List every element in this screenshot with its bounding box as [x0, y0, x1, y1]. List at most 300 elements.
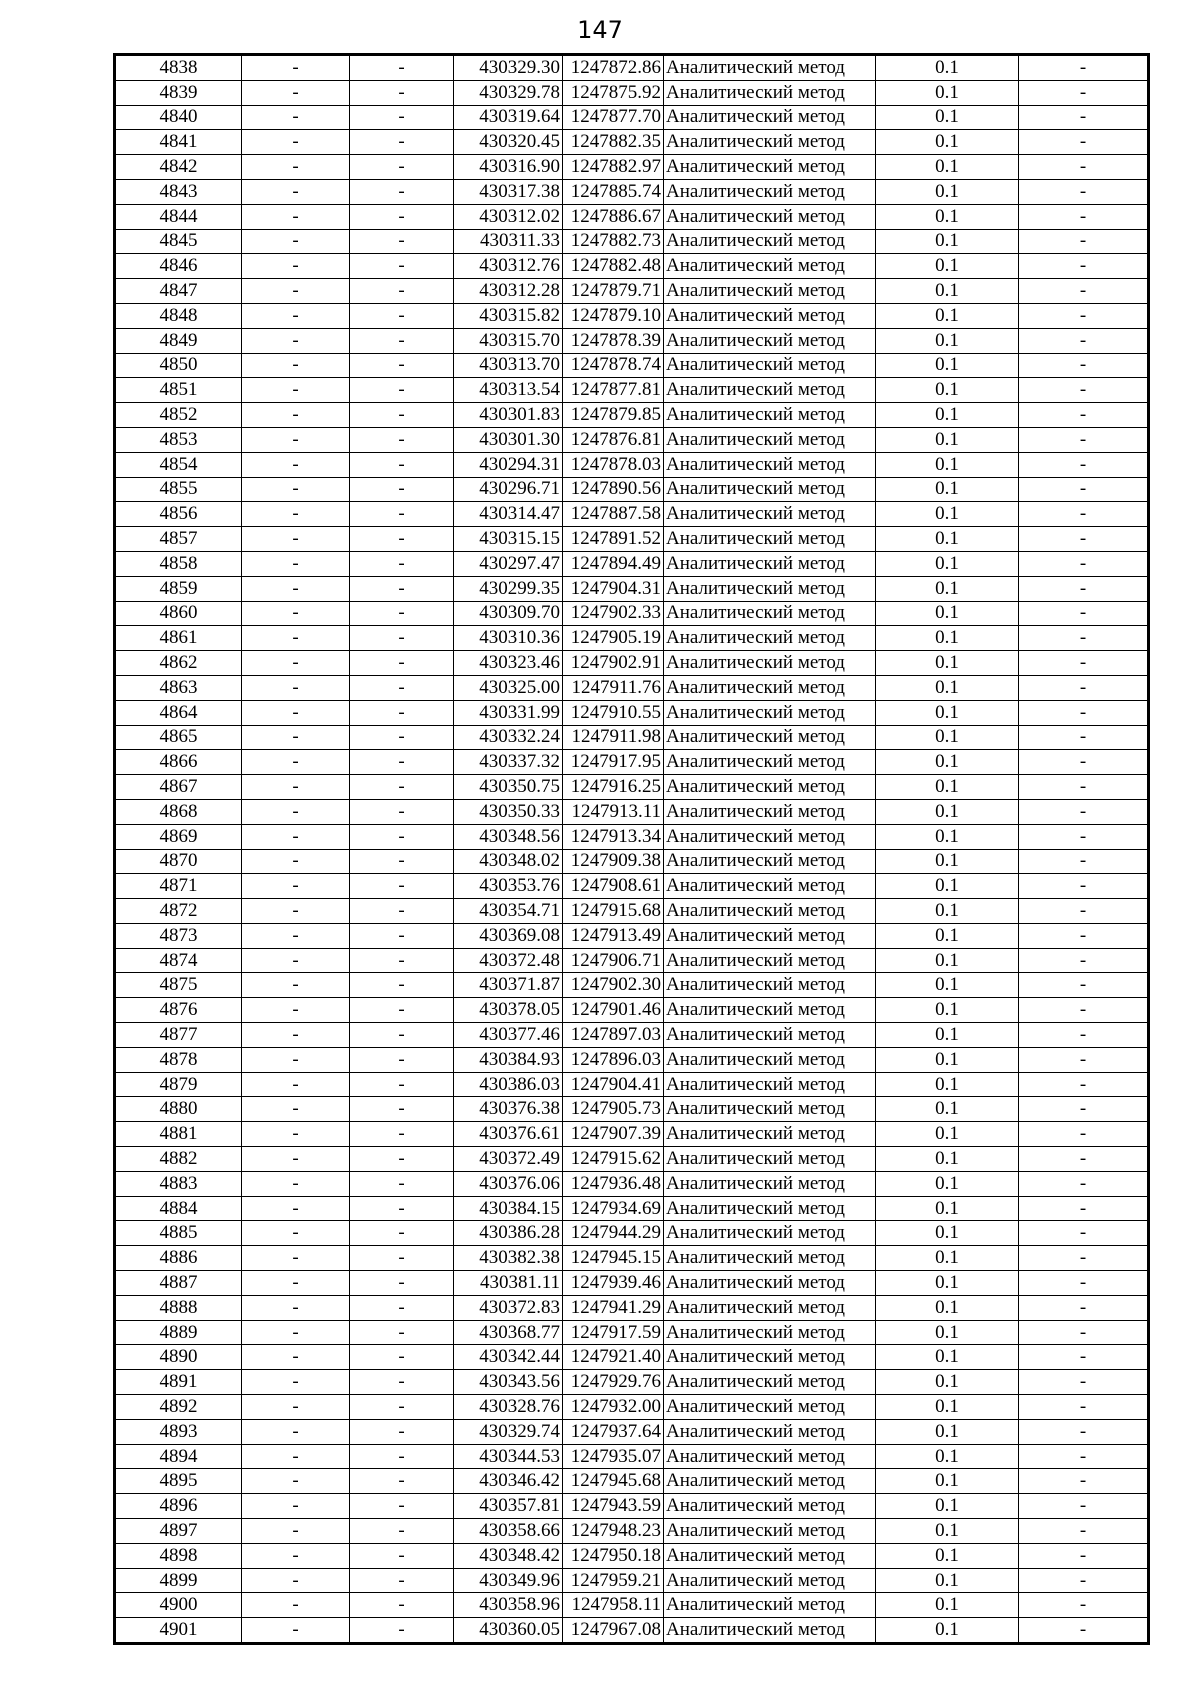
precision-cell: 0.1: [876, 998, 1019, 1023]
y-coordinate-cell: 1247937.64: [563, 1419, 664, 1444]
method-cell: Аналитический метод: [664, 1370, 876, 1395]
empty-dash-cell: -: [1019, 204, 1148, 229]
point-number-cell: 4888: [116, 1295, 242, 1320]
precision-cell: 0.1: [876, 403, 1019, 428]
y-coordinate-cell: 1247958.11: [563, 1593, 664, 1618]
y-coordinate-cell: 1247887.58: [563, 502, 664, 527]
y-coordinate-cell: 1247934.69: [563, 1196, 664, 1221]
point-number-cell: 4867: [116, 775, 242, 800]
point-number-cell: 4841: [116, 130, 242, 155]
method-cell: Аналитический метод: [664, 1444, 876, 1469]
point-number-cell: 4900: [116, 1593, 242, 1618]
x-coordinate-cell: 430342.44: [454, 1345, 563, 1370]
empty-dash-cell: -: [350, 80, 454, 105]
y-coordinate-cell: 1247916.25: [563, 775, 664, 800]
method-cell: Аналитический метод: [664, 874, 876, 899]
x-coordinate-cell: 430294.31: [454, 452, 563, 477]
x-coordinate-cell: 430344.53: [454, 1444, 563, 1469]
empty-dash-cell: -: [350, 1469, 454, 1494]
empty-dash-cell: -: [242, 279, 350, 304]
precision-cell: 0.1: [876, 254, 1019, 279]
y-coordinate-cell: 1247910.55: [563, 700, 664, 725]
point-number-cell: 4872: [116, 899, 242, 924]
y-coordinate-cell: 1247906.71: [563, 948, 664, 973]
empty-dash-cell: -: [242, 179, 350, 204]
empty-dash-cell: -: [350, 1171, 454, 1196]
x-coordinate-cell: 430329.30: [454, 56, 563, 81]
empty-dash-cell: -: [350, 179, 454, 204]
empty-dash-cell: -: [242, 1543, 350, 1568]
point-number-cell: 4838: [116, 56, 242, 81]
x-coordinate-cell: 430376.06: [454, 1171, 563, 1196]
table-row: [116, 204, 1148, 229]
empty-dash-cell: -: [242, 1295, 350, 1320]
empty-dash-cell: -: [242, 1122, 350, 1147]
empty-dash-cell: -: [350, 651, 454, 676]
x-coordinate-cell: 430314.47: [454, 502, 563, 527]
empty-dash-cell: -: [242, 675, 350, 700]
method-cell: Аналитический метод: [664, 105, 876, 130]
empty-dash-cell: -: [1019, 155, 1148, 180]
empty-dash-cell: -: [1019, 626, 1148, 651]
precision-cell: 0.1: [876, 899, 1019, 924]
table-row: [116, 1271, 1148, 1296]
method-cell: Аналитический метод: [664, 849, 876, 874]
empty-dash-cell: -: [350, 576, 454, 601]
empty-dash-cell: -: [1019, 1196, 1148, 1221]
table-row: [116, 1370, 1148, 1395]
precision-cell: 0.1: [876, 279, 1019, 304]
precision-cell: 0.1: [876, 378, 1019, 403]
table-row: [116, 824, 1148, 849]
empty-dash-cell: -: [242, 1618, 350, 1643]
empty-dash-cell: -: [242, 1221, 350, 1246]
empty-dash-cell: -: [1019, 725, 1148, 750]
method-cell: Аналитический метод: [664, 254, 876, 279]
precision-cell: 0.1: [876, 1196, 1019, 1221]
point-number-cell: 4863: [116, 675, 242, 700]
x-coordinate-cell: 430350.75: [454, 775, 563, 800]
point-number-cell: 4843: [116, 179, 242, 204]
method-cell: Аналитический метод: [664, 1147, 876, 1172]
empty-dash-cell: -: [1019, 601, 1148, 626]
empty-dash-cell: -: [350, 1271, 454, 1296]
table-row: [116, 403, 1148, 428]
x-coordinate-cell: 430372.48: [454, 948, 563, 973]
table-row: [116, 899, 1148, 924]
y-coordinate-cell: 1247882.97: [563, 155, 664, 180]
y-coordinate-cell: 1247894.49: [563, 551, 664, 576]
table-body: [116, 56, 1148, 1643]
precision-cell: 0.1: [876, 1543, 1019, 1568]
empty-dash-cell: -: [242, 651, 350, 676]
empty-dash-cell: -: [242, 80, 350, 105]
method-cell: Аналитический метод: [664, 378, 876, 403]
table-row: [116, 576, 1148, 601]
method-cell: Аналитический метод: [664, 1568, 876, 1593]
method-cell: Аналитический метод: [664, 303, 876, 328]
empty-dash-cell: -: [242, 775, 350, 800]
empty-dash-cell: -: [350, 601, 454, 626]
empty-dash-cell: -: [350, 1395, 454, 1420]
empty-dash-cell: -: [1019, 1419, 1148, 1444]
empty-dash-cell: -: [1019, 254, 1148, 279]
table-row: [116, 328, 1148, 353]
x-coordinate-cell: 430384.93: [454, 1047, 563, 1072]
x-coordinate-cell: 430323.46: [454, 651, 563, 676]
table-row: [116, 601, 1148, 626]
empty-dash-cell: -: [1019, 1568, 1148, 1593]
empty-dash-cell: -: [1019, 427, 1148, 452]
empty-dash-cell: -: [1019, 328, 1148, 353]
precision-cell: 0.1: [876, 948, 1019, 973]
y-coordinate-cell: 1247948.23: [563, 1519, 664, 1544]
empty-dash-cell: -: [350, 1370, 454, 1395]
empty-dash-cell: -: [350, 452, 454, 477]
x-coordinate-cell: 430329.74: [454, 1419, 563, 1444]
table-row: [116, 874, 1148, 899]
precision-cell: 0.1: [876, 1171, 1019, 1196]
empty-dash-cell: -: [1019, 279, 1148, 304]
empty-dash-cell: -: [242, 998, 350, 1023]
x-coordinate-cell: 430360.05: [454, 1618, 563, 1643]
x-coordinate-cell: 430315.15: [454, 527, 563, 552]
y-coordinate-cell: 1247945.15: [563, 1246, 664, 1271]
method-cell: Аналитический метод: [664, 427, 876, 452]
point-number-cell: 4870: [116, 849, 242, 874]
x-coordinate-cell: 430348.42: [454, 1543, 563, 1568]
precision-cell: 0.1: [876, 353, 1019, 378]
method-cell: Аналитический метод: [664, 675, 876, 700]
point-number-cell: 4855: [116, 477, 242, 502]
x-coordinate-cell: 430316.90: [454, 155, 563, 180]
empty-dash-cell: -: [350, 998, 454, 1023]
y-coordinate-cell: 1247943.59: [563, 1494, 664, 1519]
method-cell: Аналитический метод: [664, 1543, 876, 1568]
empty-dash-cell: -: [350, 56, 454, 81]
y-coordinate-cell: 1247886.67: [563, 204, 664, 229]
point-number-cell: 4879: [116, 1072, 242, 1097]
point-number-cell: 4847: [116, 279, 242, 304]
empty-dash-cell: -: [1019, 1072, 1148, 1097]
precision-cell: 0.1: [876, 1618, 1019, 1643]
empty-dash-cell: -: [242, 527, 350, 552]
point-number-cell: 4881: [116, 1122, 242, 1147]
point-number-cell: 4865: [116, 725, 242, 750]
method-cell: Аналитический метод: [664, 1047, 876, 1072]
precision-cell: 0.1: [876, 1295, 1019, 1320]
empty-dash-cell: -: [350, 1295, 454, 1320]
point-number-cell: 4864: [116, 700, 242, 725]
y-coordinate-cell: 1247913.34: [563, 824, 664, 849]
empty-dash-cell: -: [350, 849, 454, 874]
y-coordinate-cell: 1247877.81: [563, 378, 664, 403]
table-row: [116, 1072, 1148, 1097]
method-cell: Аналитический метод: [664, 1295, 876, 1320]
table-row: [116, 799, 1148, 824]
x-coordinate-cell: 430348.02: [454, 849, 563, 874]
table-row: [116, 1568, 1148, 1593]
table-row: [116, 1494, 1148, 1519]
table-row: [116, 700, 1148, 725]
table-row: [116, 1320, 1148, 1345]
y-coordinate-cell: 1247897.03: [563, 1023, 664, 1048]
empty-dash-cell: -: [350, 229, 454, 254]
precision-cell: 0.1: [876, 1320, 1019, 1345]
method-cell: Аналитический метод: [664, 700, 876, 725]
empty-dash-cell: -: [242, 1097, 350, 1122]
x-coordinate-cell: 430350.33: [454, 799, 563, 824]
x-coordinate-cell: 430319.64: [454, 105, 563, 130]
y-coordinate-cell: 1247939.46: [563, 1271, 664, 1296]
x-coordinate-cell: 430313.54: [454, 378, 563, 403]
point-number-cell: 4868: [116, 799, 242, 824]
empty-dash-cell: -: [350, 1593, 454, 1618]
x-coordinate-cell: 430382.38: [454, 1246, 563, 1271]
y-coordinate-cell: 1247936.48: [563, 1171, 664, 1196]
precision-cell: 0.1: [876, 1097, 1019, 1122]
empty-dash-cell: -: [350, 1419, 454, 1444]
empty-dash-cell: -: [350, 105, 454, 130]
point-number-cell: 4842: [116, 155, 242, 180]
empty-dash-cell: -: [1019, 899, 1148, 924]
empty-dash-cell: -: [242, 551, 350, 576]
y-coordinate-cell: 1247877.70: [563, 105, 664, 130]
table-row: [116, 80, 1148, 105]
table-row: [116, 229, 1148, 254]
empty-dash-cell: -: [242, 1047, 350, 1072]
empty-dash-cell: -: [1019, 179, 1148, 204]
y-coordinate-cell: 1247917.59: [563, 1320, 664, 1345]
precision-cell: 0.1: [876, 204, 1019, 229]
point-number-cell: 4885: [116, 1221, 242, 1246]
empty-dash-cell: -: [350, 700, 454, 725]
y-coordinate-cell: 1247902.91: [563, 651, 664, 676]
empty-dash-cell: -: [350, 1047, 454, 1072]
x-coordinate-cell: 430384.15: [454, 1196, 563, 1221]
empty-dash-cell: -: [242, 849, 350, 874]
coordinates-table: [115, 55, 1148, 1643]
empty-dash-cell: -: [242, 1395, 350, 1420]
x-coordinate-cell: 430369.08: [454, 923, 563, 948]
x-coordinate-cell: 430329.78: [454, 80, 563, 105]
x-coordinate-cell: 430313.70: [454, 353, 563, 378]
empty-dash-cell: -: [350, 923, 454, 948]
point-number-cell: 4846: [116, 254, 242, 279]
empty-dash-cell: -: [242, 799, 350, 824]
empty-dash-cell: -: [350, 874, 454, 899]
x-coordinate-cell: 430317.38: [454, 179, 563, 204]
point-number-cell: 4893: [116, 1419, 242, 1444]
empty-dash-cell: -: [1019, 1345, 1148, 1370]
table-row: [116, 502, 1148, 527]
x-coordinate-cell: 430378.05: [454, 998, 563, 1023]
precision-cell: 0.1: [876, 824, 1019, 849]
table-row: [116, 527, 1148, 552]
method-cell: Аналитический метод: [664, 626, 876, 651]
y-coordinate-cell: 1247907.39: [563, 1122, 664, 1147]
empty-dash-cell: -: [1019, 1295, 1148, 1320]
precision-cell: 0.1: [876, 1494, 1019, 1519]
point-number-cell: 4890: [116, 1345, 242, 1370]
method-cell: Аналитический метод: [664, 1097, 876, 1122]
table-row: [116, 1444, 1148, 1469]
table-row: [116, 1395, 1148, 1420]
empty-dash-cell: -: [1019, 824, 1148, 849]
empty-dash-cell: -: [242, 1469, 350, 1494]
table-row: [116, 477, 1148, 502]
y-coordinate-cell: 1247878.74: [563, 353, 664, 378]
empty-dash-cell: -: [350, 1618, 454, 1643]
empty-dash-cell: -: [1019, 750, 1148, 775]
x-coordinate-cell: 430353.76: [454, 874, 563, 899]
x-coordinate-cell: 430348.56: [454, 824, 563, 849]
point-number-cell: 4857: [116, 527, 242, 552]
y-coordinate-cell: 1247913.49: [563, 923, 664, 948]
empty-dash-cell: -: [242, 1519, 350, 1544]
y-coordinate-cell: 1247967.08: [563, 1618, 664, 1643]
precision-cell: 0.1: [876, 750, 1019, 775]
empty-dash-cell: -: [1019, 1221, 1148, 1246]
empty-dash-cell: -: [242, 1345, 350, 1370]
empty-dash-cell: -: [350, 675, 454, 700]
x-coordinate-cell: 430343.56: [454, 1370, 563, 1395]
point-number-cell: 4860: [116, 601, 242, 626]
empty-dash-cell: -: [242, 1072, 350, 1097]
precision-cell: 0.1: [876, 1147, 1019, 1172]
method-cell: Аналитический метод: [664, 1196, 876, 1221]
table-row: [116, 1147, 1148, 1172]
empty-dash-cell: -: [350, 303, 454, 328]
table-row: [116, 155, 1148, 180]
precision-cell: 0.1: [876, 130, 1019, 155]
precision-cell: 0.1: [876, 651, 1019, 676]
x-coordinate-cell: 430315.70: [454, 328, 563, 353]
point-number-cell: 4861: [116, 626, 242, 651]
empty-dash-cell: -: [242, 502, 350, 527]
empty-dash-cell: -: [350, 824, 454, 849]
method-cell: Аналитический метод: [664, 948, 876, 973]
point-number-cell: 4839: [116, 80, 242, 105]
precision-cell: 0.1: [876, 973, 1019, 998]
y-coordinate-cell: 1247932.00: [563, 1395, 664, 1420]
y-coordinate-cell: 1247941.29: [563, 1295, 664, 1320]
empty-dash-cell: -: [350, 204, 454, 229]
table-row: [116, 750, 1148, 775]
empty-dash-cell: -: [350, 750, 454, 775]
method-cell: Аналитический метод: [664, 328, 876, 353]
method-cell: Аналитический метод: [664, 1469, 876, 1494]
table-row: [116, 775, 1148, 800]
precision-cell: 0.1: [876, 1469, 1019, 1494]
empty-dash-cell: -: [1019, 130, 1148, 155]
empty-dash-cell: -: [1019, 1047, 1148, 1072]
x-coordinate-cell: 430299.35: [454, 576, 563, 601]
method-cell: Аналитический метод: [664, 527, 876, 552]
precision-cell: 0.1: [876, 700, 1019, 725]
precision-cell: 0.1: [876, 502, 1019, 527]
precision-cell: 0.1: [876, 1246, 1019, 1271]
method-cell: Аналитический метод: [664, 1395, 876, 1420]
x-coordinate-cell: 430310.36: [454, 626, 563, 651]
method-cell: Аналитический метод: [664, 824, 876, 849]
empty-dash-cell: -: [242, 948, 350, 973]
empty-dash-cell: -: [242, 427, 350, 452]
empty-dash-cell: -: [350, 775, 454, 800]
empty-dash-cell: -: [1019, 576, 1148, 601]
empty-dash-cell: -: [350, 1246, 454, 1271]
empty-dash-cell: -: [1019, 1395, 1148, 1420]
precision-cell: 0.1: [876, 849, 1019, 874]
precision-cell: 0.1: [876, 1444, 1019, 1469]
point-number-cell: 4877: [116, 1023, 242, 1048]
point-number-cell: 4878: [116, 1047, 242, 1072]
point-number-cell: 4896: [116, 1494, 242, 1519]
precision-cell: 0.1: [876, 80, 1019, 105]
x-coordinate-cell: 430312.02: [454, 204, 563, 229]
method-cell: Аналитический метод: [664, 775, 876, 800]
y-coordinate-cell: 1247921.40: [563, 1345, 664, 1370]
empty-dash-cell: -: [1019, 105, 1148, 130]
method-cell: Аналитический метод: [664, 576, 876, 601]
y-coordinate-cell: 1247911.76: [563, 675, 664, 700]
table-row: [116, 651, 1148, 676]
empty-dash-cell: -: [1019, 923, 1148, 948]
method-cell: Аналитический метод: [664, 1593, 876, 1618]
precision-cell: 0.1: [876, 328, 1019, 353]
table-row: [116, 279, 1148, 304]
empty-dash-cell: -: [1019, 1122, 1148, 1147]
method-cell: Аналитический метод: [664, 1221, 876, 1246]
point-number-cell: 4884: [116, 1196, 242, 1221]
y-coordinate-cell: 1247878.39: [563, 328, 664, 353]
precision-cell: 0.1: [876, 1519, 1019, 1544]
table-row: [116, 179, 1148, 204]
empty-dash-cell: -: [1019, 700, 1148, 725]
empty-dash-cell: -: [350, 279, 454, 304]
x-coordinate-cell: 430337.32: [454, 750, 563, 775]
method-cell: Аналитический метод: [664, 1271, 876, 1296]
table-row: [116, 1246, 1148, 1271]
empty-dash-cell: -: [242, 353, 350, 378]
x-coordinate-cell: 430312.28: [454, 279, 563, 304]
x-coordinate-cell: 430312.76: [454, 254, 563, 279]
method-cell: Аналитический метод: [664, 799, 876, 824]
empty-dash-cell: -: [350, 328, 454, 353]
empty-dash-cell: -: [242, 1271, 350, 1296]
empty-dash-cell: -: [350, 1196, 454, 1221]
empty-dash-cell: -: [242, 254, 350, 279]
empty-dash-cell: -: [1019, 1444, 1148, 1469]
empty-dash-cell: -: [350, 1072, 454, 1097]
table-row: [116, 551, 1148, 576]
empty-dash-cell: -: [1019, 973, 1148, 998]
empty-dash-cell: -: [1019, 1246, 1148, 1271]
y-coordinate-cell: 1247875.92: [563, 80, 664, 105]
y-coordinate-cell: 1247876.81: [563, 427, 664, 452]
y-coordinate-cell: 1247882.48: [563, 254, 664, 279]
x-coordinate-cell: 430376.61: [454, 1122, 563, 1147]
y-coordinate-cell: 1247882.35: [563, 130, 664, 155]
method-cell: Аналитический метод: [664, 1419, 876, 1444]
table-row: [116, 998, 1148, 1023]
empty-dash-cell: -: [1019, 1593, 1148, 1618]
empty-dash-cell: -: [350, 725, 454, 750]
empty-dash-cell: -: [1019, 1618, 1148, 1643]
point-number-cell: 4871: [116, 874, 242, 899]
method-cell: Аналитический метод: [664, 651, 876, 676]
y-coordinate-cell: 1247917.95: [563, 750, 664, 775]
